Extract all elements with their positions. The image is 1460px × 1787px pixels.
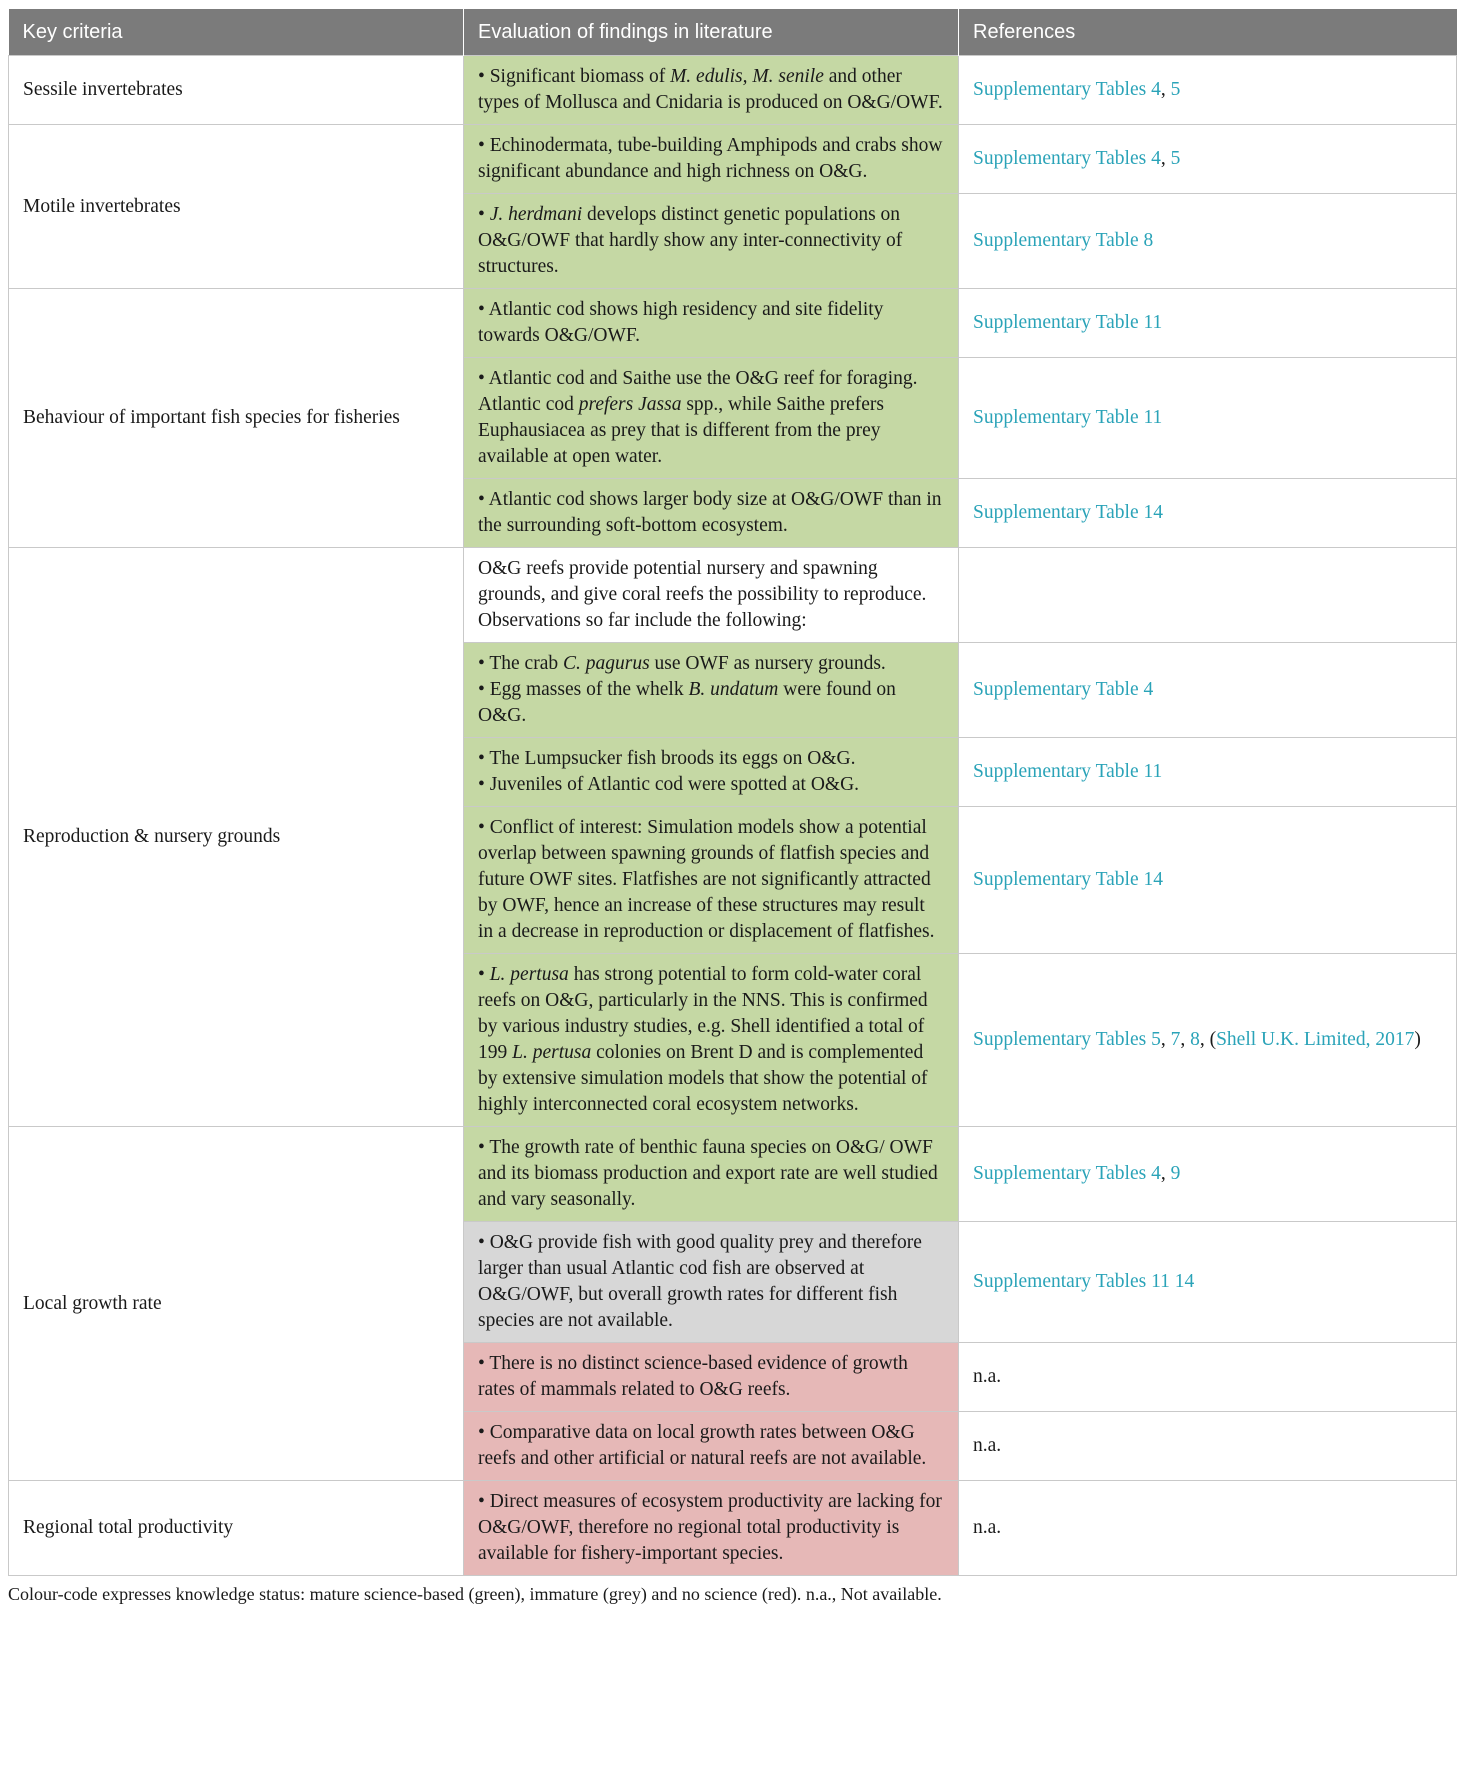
criterion-regional-total-productivity: Regional total productivity <box>9 1481 464 1576</box>
text-segment: • <box>478 964 490 985</box>
text-segment: • O&G provide fish with good quality prey and therefore larger than usual Atlantic cod fish are observed at O&G/OWF, but overall growth rates for different fish species are not available. <box>478 1232 922 1331</box>
reference-link[interactable]: Supplementary Tables 4 <box>973 79 1161 100</box>
evaluation-cell-red <box>464 1343 959 1412</box>
reference-cell <box>959 56 1457 125</box>
header-row <box>9 9 1457 56</box>
reference-cell <box>959 1481 1457 1576</box>
reference-cell <box>959 194 1457 289</box>
reference-cell <box>959 954 1457 1127</box>
italic-species-name: C. pagurus <box>562 653 650 674</box>
table-row <box>9 548 1457 643</box>
table-row <box>9 125 1457 194</box>
criterion-behaviour-of-important-fish-species-for-fisheries: Behaviour of important fish species for fisheries <box>9 289 464 548</box>
header-evaluation: Evaluation of findings in literature <box>464 9 959 56</box>
reference-link[interactable]: Supplementary Table 11 <box>973 761 1163 782</box>
evaluation-cell-green <box>464 56 959 125</box>
reference-link[interactable]: 5 <box>1170 79 1181 100</box>
reference-cell <box>959 548 1457 643</box>
reference-link[interactable]: 9 <box>1170 1163 1181 1184</box>
reference-cell <box>959 738 1457 807</box>
evaluation-cell-green <box>464 479 959 548</box>
text-segment: • Significant biomass of <box>478 66 671 87</box>
reference-text: , ( <box>1199 1029 1217 1050</box>
table-row <box>9 56 1457 125</box>
italic-species-name: L. pertusa <box>512 1042 592 1063</box>
evaluation-cell-green <box>464 289 959 358</box>
criterion-local-growth-rate: Local growth rate <box>9 1127 464 1481</box>
table-caption: Colour-code expresses knowledge status: mature science-based (green), immature (grey) and no science (red). n.a., Not available. <box>8 1584 942 1604</box>
table-container <box>8 9 1456 1605</box>
reference-text: n.a. <box>973 1517 1002 1538</box>
table-body <box>9 56 1457 1576</box>
evaluation-cell-green <box>464 358 959 479</box>
evaluation-cell-red <box>464 1412 959 1481</box>
evaluation-cell-green <box>464 125 959 194</box>
reference-link[interactable]: Supplementary Table 8 <box>973 230 1154 251</box>
text-segment: use OWF as nursery grounds. <box>649 653 886 674</box>
table-row <box>9 289 1457 358</box>
text-segment: • The Lumpsucker fish broods its eggs on O&G. <box>478 748 856 769</box>
italic-species-name: L. pertusa <box>489 964 569 985</box>
evaluation-cell-green <box>464 807 959 954</box>
criterion-motile-invertebrates: Motile invertebrates <box>9 125 464 289</box>
reference-cell <box>959 358 1457 479</box>
text-segment: and other types of Mollusca and Cnidaria is produced on O&G/OWF. <box>478 66 943 113</box>
reference-text: , <box>1160 1029 1171 1050</box>
text-segment: • Atlantic cod shows high residency and site fidelity towards O&G/OWF. <box>478 299 884 346</box>
header-references: References <box>959 9 1457 56</box>
evaluation-cell-green <box>464 643 959 738</box>
reference-link[interactable]: Supplementary Table 11 <box>973 312 1163 333</box>
reference-text: , <box>1160 1163 1171 1184</box>
text-segment: • Comparative data on local growth rates between O&G reefs and other artificial or natural reefs are not available. <box>478 1422 927 1469</box>
text-segment: • Atlantic cod and Saithe use the O&G reef for foraging. Atlantic cod <box>478 368 918 415</box>
italic-species-name: M. edulis, M. senile <box>670 66 824 87</box>
reference-link[interactable]: Supplementary Table 4 <box>973 679 1154 700</box>
evaluation-cell-red <box>464 1481 959 1576</box>
reference-text: , <box>1160 148 1171 169</box>
reference-text: n.a. <box>973 1366 1002 1387</box>
reference-link[interactable]: Supplementary Tables 4 <box>973 1163 1161 1184</box>
table-row <box>9 1481 1457 1576</box>
text-segment: has strong potential to form cold-water coral reefs on O&G, particularly in the NNS. This is confirmed by various industry studies, e.g. Shell identified a total of 199 <box>478 964 928 1063</box>
reference-link[interactable]: 8 <box>1190 1029 1200 1050</box>
text-segment: • Direct measures of ecosystem productivity are lacking for O&G/OWF, therefore no regional total productivity is available for fishery-important species. <box>478 1491 942 1564</box>
italic-species-name: B. undatum <box>688 679 779 700</box>
text-segment: • Echinodermata, tube-building Amphipods and crabs show significant abundance and high richness on O&G. <box>478 135 943 182</box>
text-segment: • The crab <box>478 653 563 674</box>
reference-cell <box>959 807 1457 954</box>
text-segment: • <box>478 204 490 225</box>
reference-cell <box>959 289 1457 358</box>
text-segment: • Conflict of interest: Simulation models show a potential overlap between spawning grounds of flatfish species and future OWF sites. Flatfishes are not significantly attracted by OWF, hence an increase of these structures may result in a decrease in reproduction or displacement of flatfishes. <box>478 817 935 942</box>
text-segment: • Juveniles of Atlantic cod were spotted at O&G. <box>478 774 860 795</box>
reference-cell <box>959 1412 1457 1481</box>
reference-cell <box>959 1127 1457 1222</box>
criterion-sessile-invertebrates: Sessile invertebrates <box>9 56 464 125</box>
reference-link[interactable]: Shell U.K. Limited, 2017 <box>1216 1029 1415 1050</box>
reference-link[interactable]: Supplementary Table 14 <box>973 502 1163 523</box>
text-segment: colonies on Brent D and is complemented by extensive simulation models that show the potential of highly interconnected coral ecosystem networks. <box>478 1042 928 1115</box>
reference-link[interactable]: Supplementary Tables 5 <box>973 1029 1161 1050</box>
evaluation-cell-grey <box>464 1222 959 1343</box>
evaluation-cell-green <box>464 1127 959 1222</box>
text-segment: spp., while Saithe prefers Euphausiacea as prey that is different from the prey available at open water. <box>478 394 884 467</box>
reference-link[interactable]: Supplementary Table 11 <box>973 407 1163 428</box>
evaluation-cell-green <box>464 738 959 807</box>
reference-text: , <box>1180 1029 1191 1050</box>
evaluation-cell-green <box>464 194 959 289</box>
table-header <box>9 9 1457 56</box>
bullet-line <box>478 677 944 729</box>
text-segment: • Atlantic cod shows larger body size at O&G/OWF than in the surrounding soft-bottom ecosystem. <box>478 489 942 536</box>
text-segment: • The growth rate of benthic fauna species on O&G/ OWF and its biomass production and export rate are well studied and vary seasonally. <box>478 1137 938 1210</box>
reference-text: ) <box>1414 1029 1421 1050</box>
text-segment: • Egg masses of the whelk <box>478 679 689 700</box>
key-criteria-table <box>8 9 1457 1576</box>
evaluation-cell-green <box>464 954 959 1127</box>
reference-cell <box>959 479 1457 548</box>
text-segment: O&G reefs provide potential nursery and spawning grounds, and give coral reefs the possibility to reproduce. Observations so far include the following: <box>478 558 927 631</box>
reference-cell <box>959 125 1457 194</box>
reference-link[interactable]: Supplementary Tables 11 14 <box>973 1271 1195 1292</box>
reference-link[interactable]: 5 <box>1170 148 1181 169</box>
bullet-line <box>478 651 944 677</box>
text-segment: • There is no distinct science-based evidence of growth rates of mammals related to O&G reefs. <box>478 1353 908 1400</box>
evaluation-cell-white <box>464 548 959 643</box>
reference-text: , <box>1160 79 1171 100</box>
table-row <box>9 1127 1457 1222</box>
bullet-line <box>478 772 944 798</box>
reference-link[interactable]: 7 <box>1170 1029 1181 1050</box>
reference-cell <box>959 643 1457 738</box>
header-key-criteria: Key criteria <box>9 9 464 56</box>
bullet-line <box>478 746 944 772</box>
criterion-reproduction-and-nursery-grounds: Reproduction & nursery grounds <box>9 548 464 1127</box>
reference-link[interactable]: Supplementary Table 14 <box>973 869 1163 890</box>
reference-text: n.a. <box>973 1435 1002 1456</box>
reference-cell <box>959 1343 1457 1412</box>
italic-species-name: J. herdmani <box>489 204 583 225</box>
reference-cell <box>959 1222 1457 1343</box>
text-segment: develops distinct genetic populations on O&G/OWF that hardly show any inter-connectivity of structures. <box>478 204 903 277</box>
reference-link[interactable]: Supplementary Tables 4 <box>973 148 1161 169</box>
italic-species-name: prefers Jassa <box>578 394 682 415</box>
text-segment: were found on O&G. <box>478 679 896 726</box>
